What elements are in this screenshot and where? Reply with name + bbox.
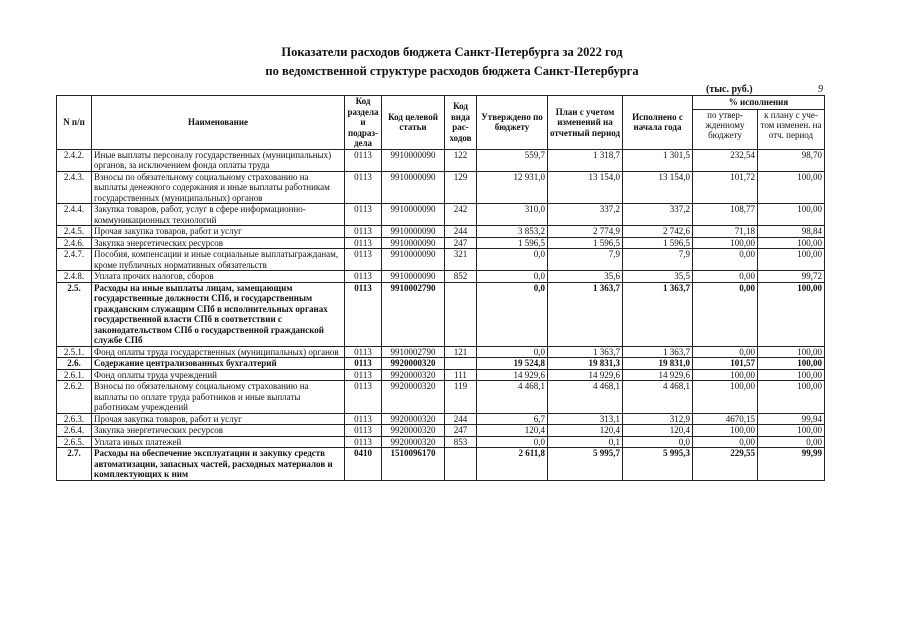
row-pct-plan: 0,00 bbox=[758, 436, 825, 448]
row-pct-budget: 101,72 bbox=[693, 171, 758, 204]
row-target-code: 9910000090 bbox=[382, 249, 445, 271]
row-name: Взносы по обязательному социальному страхованию на выплаты по оплате труда работников и иные выплаты работникам учреждений bbox=[92, 381, 345, 414]
row-section-code: 0113 bbox=[345, 271, 382, 283]
table-body bbox=[57, 149, 825, 480]
row-executed: 1 363,7 bbox=[623, 346, 693, 358]
row-kind-code: 247 bbox=[445, 237, 477, 249]
table-row bbox=[57, 425, 825, 437]
row-kind-code: 321 bbox=[445, 249, 477, 271]
row-target-code: 9910000090 bbox=[382, 237, 445, 249]
row-number: 2.5. bbox=[57, 282, 92, 346]
row-name: Взносы по обязательному социальному страхованию на выплаты денежного содержания и иные выплаты работникам государственных (муниципальных) органов bbox=[92, 171, 345, 204]
row-plan: 0,1 bbox=[548, 436, 623, 448]
row-kind-code: 122 bbox=[445, 149, 477, 171]
row-approved: 120,4 bbox=[477, 425, 548, 437]
row-approved: 12 931,0 bbox=[477, 171, 548, 204]
row-executed: 2 742,6 bbox=[623, 226, 693, 238]
row-target-code: 9910000090 bbox=[382, 171, 445, 204]
table-row bbox=[57, 271, 825, 283]
row-name: Закупка энергетических ресурсов bbox=[92, 425, 345, 437]
row-plan: 313,1 bbox=[548, 413, 623, 425]
row-executed: 0,0 bbox=[623, 436, 693, 448]
row-pct-budget: 0,00 bbox=[693, 346, 758, 358]
row-plan: 13 154,0 bbox=[548, 171, 623, 204]
row-pct-plan: 100,00 bbox=[758, 425, 825, 437]
row-pct-budget: 0,00 bbox=[693, 436, 758, 448]
row-pct-plan: 98,84 bbox=[758, 226, 825, 238]
row-target-code: 9910000090 bbox=[382, 226, 445, 238]
header-plan: План с учетом изменений на отчетный период bbox=[548, 96, 623, 150]
row-executed: 1 596,5 bbox=[623, 237, 693, 249]
row-pct-budget: 232,54 bbox=[693, 149, 758, 171]
row-executed: 1 301,5 bbox=[623, 149, 693, 171]
row-approved: 2 611,8 bbox=[477, 448, 548, 481]
table-row bbox=[57, 149, 825, 171]
row-number: 2.4.2. bbox=[57, 149, 92, 171]
row-plan: 5 995,7 bbox=[548, 448, 623, 481]
row-target-code: 9920000320 bbox=[382, 369, 445, 381]
row-pct-budget: 71,18 bbox=[693, 226, 758, 238]
row-number: 2.6.5. bbox=[57, 436, 92, 448]
row-approved: 3 853,2 bbox=[477, 226, 548, 238]
row-section-code: 0113 bbox=[345, 149, 382, 171]
row-target-code: 9910002790 bbox=[382, 346, 445, 358]
row-number: 2.4.5. bbox=[57, 226, 92, 238]
row-name: Содержание централизованных бухгалтерий bbox=[92, 358, 345, 370]
row-section-code: 0113 bbox=[345, 237, 382, 249]
row-section-code: 0113 bbox=[345, 346, 382, 358]
row-number: 2.6.4. bbox=[57, 425, 92, 437]
row-name: Фонд оплаты труда учреждений bbox=[92, 369, 345, 381]
row-approved: 310,0 bbox=[477, 204, 548, 226]
row-pct-budget: 101,57 bbox=[693, 358, 758, 370]
row-kind-code: 244 bbox=[445, 226, 477, 238]
row-name: Закупка энергетических ресурсов bbox=[92, 237, 345, 249]
row-executed: 13 154,0 bbox=[623, 171, 693, 204]
header-approved: Утверждено по бюджету bbox=[477, 96, 548, 150]
row-kind-code: 119 bbox=[445, 381, 477, 414]
table-row bbox=[57, 413, 825, 425]
row-pct-plan: 99,94 bbox=[758, 413, 825, 425]
row-approved: 1 596,5 bbox=[477, 237, 548, 249]
row-name: Пособия, компенсации и иные социальные выплатыгражданам, кроме публичных нормативных обязательств bbox=[92, 249, 345, 271]
row-number: 2.4.6. bbox=[57, 237, 92, 249]
row-section-code: 0113 bbox=[345, 282, 382, 346]
row-section-code: 0113 bbox=[345, 381, 382, 414]
row-approved: 0,0 bbox=[477, 436, 548, 448]
row-pct-budget: 0,00 bbox=[693, 249, 758, 271]
row-approved: 6,7 bbox=[477, 413, 548, 425]
row-name: Уплата прочих налогов, сборов bbox=[92, 271, 345, 283]
table-row bbox=[57, 358, 825, 370]
row-kind-code: 129 bbox=[445, 171, 477, 204]
row-kind-code: 121 bbox=[445, 346, 477, 358]
row-target-code: 9920000320 bbox=[382, 358, 445, 370]
row-section-code: 0113 bbox=[345, 204, 382, 226]
row-name: Расходы на иные выплаты лицам, замещающим государственные должности СПб, и государственным гражданским служащим СПб в исполнительных органах государственной власти СПб в соответствии с законодательством СПб о государственной гражданской службе СПб bbox=[92, 282, 345, 346]
row-section-code: 0113 bbox=[345, 369, 382, 381]
row-number: 2.4.7. bbox=[57, 249, 92, 271]
row-approved: 14 929,6 bbox=[477, 369, 548, 381]
table-row bbox=[57, 237, 825, 249]
row-plan: 1 363,7 bbox=[548, 346, 623, 358]
row-target-code: 9920000320 bbox=[382, 425, 445, 437]
table-row bbox=[57, 204, 825, 226]
units-label: (тыс. руб.) bbox=[706, 84, 753, 95]
table-row bbox=[57, 226, 825, 238]
row-section-code: 0113 bbox=[345, 226, 382, 238]
row-name: Фонд оплаты труда государственных (муниципальных) органов bbox=[92, 346, 345, 358]
row-pct-plan: 98,70 bbox=[758, 149, 825, 171]
row-number: 2.4.3. bbox=[57, 171, 92, 204]
row-kind-code: 244 bbox=[445, 413, 477, 425]
row-executed: 120,4 bbox=[623, 425, 693, 437]
row-plan: 1 363,7 bbox=[548, 282, 623, 346]
row-section-code: 0113 bbox=[345, 358, 382, 370]
row-executed: 337,2 bbox=[623, 204, 693, 226]
row-name: Расходы на обеспечение эксплуатации и закупку средств автоматизации, запасных частей, расходных материалов и комплектующих к ним bbox=[92, 448, 345, 481]
row-executed: 1 363,7 bbox=[623, 282, 693, 346]
header-kind: Код вида рас-ходов bbox=[445, 96, 477, 150]
row-approved: 0,0 bbox=[477, 271, 548, 283]
row-pct-plan: 99,99 bbox=[758, 448, 825, 481]
header-executed: Исполнено с начала года bbox=[623, 96, 693, 150]
row-target-code: 9920000320 bbox=[382, 381, 445, 414]
page-number: 9 bbox=[818, 84, 823, 95]
row-plan: 1 596,5 bbox=[548, 237, 623, 249]
row-plan: 120,4 bbox=[548, 425, 623, 437]
row-section-code: 0410 bbox=[345, 448, 382, 481]
row-pct-plan: 100,00 bbox=[758, 237, 825, 249]
row-approved: 559,7 bbox=[477, 149, 548, 171]
header-pct-budget: по утвер-жденному бюджету bbox=[693, 110, 758, 149]
row-pct-plan: 99,72 bbox=[758, 271, 825, 283]
row-executed: 14 929,6 bbox=[623, 369, 693, 381]
row-number: 2.6.1. bbox=[57, 369, 92, 381]
table-row bbox=[57, 249, 825, 271]
header-pct-plan: к плану с уче-том изменен. на отч. период bbox=[758, 110, 825, 149]
row-pct-budget: 108,77 bbox=[693, 204, 758, 226]
row-approved: 0,0 bbox=[477, 249, 548, 271]
row-name: Уплата иных платежей bbox=[92, 436, 345, 448]
row-number: 2.7. bbox=[57, 448, 92, 481]
row-kind-code bbox=[445, 282, 477, 346]
row-section-code: 0113 bbox=[345, 171, 382, 204]
row-kind-code bbox=[445, 448, 477, 481]
row-approved: 19 524,8 bbox=[477, 358, 548, 370]
table-row bbox=[57, 381, 825, 414]
row-pct-plan: 100,00 bbox=[758, 249, 825, 271]
row-pct-plan: 100,00 bbox=[758, 171, 825, 204]
row-pct-budget: 100,00 bbox=[693, 381, 758, 414]
header-num: N п/п bbox=[57, 96, 92, 150]
row-plan: 7,9 bbox=[548, 249, 623, 271]
row-number: 2.5.1. bbox=[57, 346, 92, 358]
row-executed: 7,9 bbox=[623, 249, 693, 271]
row-number: 2.6. bbox=[57, 358, 92, 370]
table-row bbox=[57, 436, 825, 448]
row-pct-plan: 100,00 bbox=[758, 204, 825, 226]
header-percent: % исполнения bbox=[693, 96, 825, 110]
row-executed: 5 995,3 bbox=[623, 448, 693, 481]
row-pct-plan: 100,00 bbox=[758, 369, 825, 381]
row-kind-code bbox=[445, 358, 477, 370]
report-subtitle: по ведомственной структуре расходов бюджета Санкт-Петербурга bbox=[265, 64, 639, 78]
row-target-code: 9910000090 bbox=[382, 204, 445, 226]
row-kind-code: 242 bbox=[445, 204, 477, 226]
row-executed: 35,5 bbox=[623, 271, 693, 283]
row-section-code: 0113 bbox=[345, 413, 382, 425]
row-plan: 19 831,3 bbox=[548, 358, 623, 370]
row-plan: 2 774,9 bbox=[548, 226, 623, 238]
row-approved: 4 468,1 bbox=[477, 381, 548, 414]
row-pct-budget: 100,00 bbox=[693, 237, 758, 249]
table-row bbox=[57, 171, 825, 204]
row-plan: 337,2 bbox=[548, 204, 623, 226]
row-executed: 19 831,0 bbox=[623, 358, 693, 370]
row-number: 2.6.3. bbox=[57, 413, 92, 425]
row-number: 2.6.2. bbox=[57, 381, 92, 414]
header-name: Наименование bbox=[92, 96, 345, 150]
row-plan: 14 929,6 bbox=[548, 369, 623, 381]
row-name: Закупка товаров, работ, услуг в сфере информационно-коммуникационных технологий bbox=[92, 204, 345, 226]
row-pct-budget: 100,00 bbox=[693, 369, 758, 381]
row-section-code: 0113 bbox=[345, 425, 382, 437]
row-target-code: 1510096170 bbox=[382, 448, 445, 481]
row-section-code: 0113 bbox=[345, 249, 382, 271]
row-pct-plan: 100,00 bbox=[758, 358, 825, 370]
row-name: Прочая закупка товаров, работ и услуг bbox=[92, 413, 345, 425]
header-section: Код раздела и подраз-дела bbox=[345, 96, 382, 150]
row-number: 2.4.4. bbox=[57, 204, 92, 226]
budget-table bbox=[56, 95, 825, 481]
row-number: 2.4.8. bbox=[57, 271, 92, 283]
row-target-code: 9910000090 bbox=[382, 149, 445, 171]
row-pct-budget: 100,00 bbox=[693, 425, 758, 437]
row-kind-code: 111 bbox=[445, 369, 477, 381]
row-approved: 0,0 bbox=[477, 282, 548, 346]
row-pct-plan: 100,00 bbox=[758, 282, 825, 346]
row-name: Прочая закупка товаров, работ и услуг bbox=[92, 226, 345, 238]
row-pct-plan: 100,00 bbox=[758, 381, 825, 414]
row-target-code: 9910002790 bbox=[382, 282, 445, 346]
row-kind-code: 247 bbox=[445, 425, 477, 437]
row-pct-budget: 229,55 bbox=[693, 448, 758, 481]
row-executed: 312,9 bbox=[623, 413, 693, 425]
row-target-code: 9920000320 bbox=[382, 436, 445, 448]
row-target-code: 9910000090 bbox=[382, 271, 445, 283]
header-target: Код целевой статьи bbox=[382, 96, 445, 150]
row-pct-budget: 4670,15 bbox=[693, 413, 758, 425]
row-plan: 1 318,7 bbox=[548, 149, 623, 171]
row-section-code: 0113 bbox=[345, 436, 382, 448]
row-plan: 4 468,1 bbox=[548, 381, 623, 414]
table-row bbox=[57, 369, 825, 381]
row-target-code: 9920000320 bbox=[382, 413, 445, 425]
row-kind-code: 852 bbox=[445, 271, 477, 283]
row-pct-budget: 0,00 bbox=[693, 271, 758, 283]
row-pct-budget: 0,00 bbox=[693, 282, 758, 346]
row-pct-plan: 100,00 bbox=[758, 346, 825, 358]
report-title: Показатели расходов бюджета Санкт-Петербурга за 2022 год bbox=[281, 45, 623, 59]
row-approved: 0,0 bbox=[477, 346, 548, 358]
row-kind-code: 853 bbox=[445, 436, 477, 448]
row-name: Иные выплаты персоналу государственных (муниципальных) органов, за исключением фонда оплаты труда bbox=[92, 149, 345, 171]
row-plan: 35,6 bbox=[548, 271, 623, 283]
table-row bbox=[57, 448, 825, 481]
table-row bbox=[57, 346, 825, 358]
row-executed: 4 468,1 bbox=[623, 381, 693, 414]
table-row bbox=[57, 282, 825, 346]
